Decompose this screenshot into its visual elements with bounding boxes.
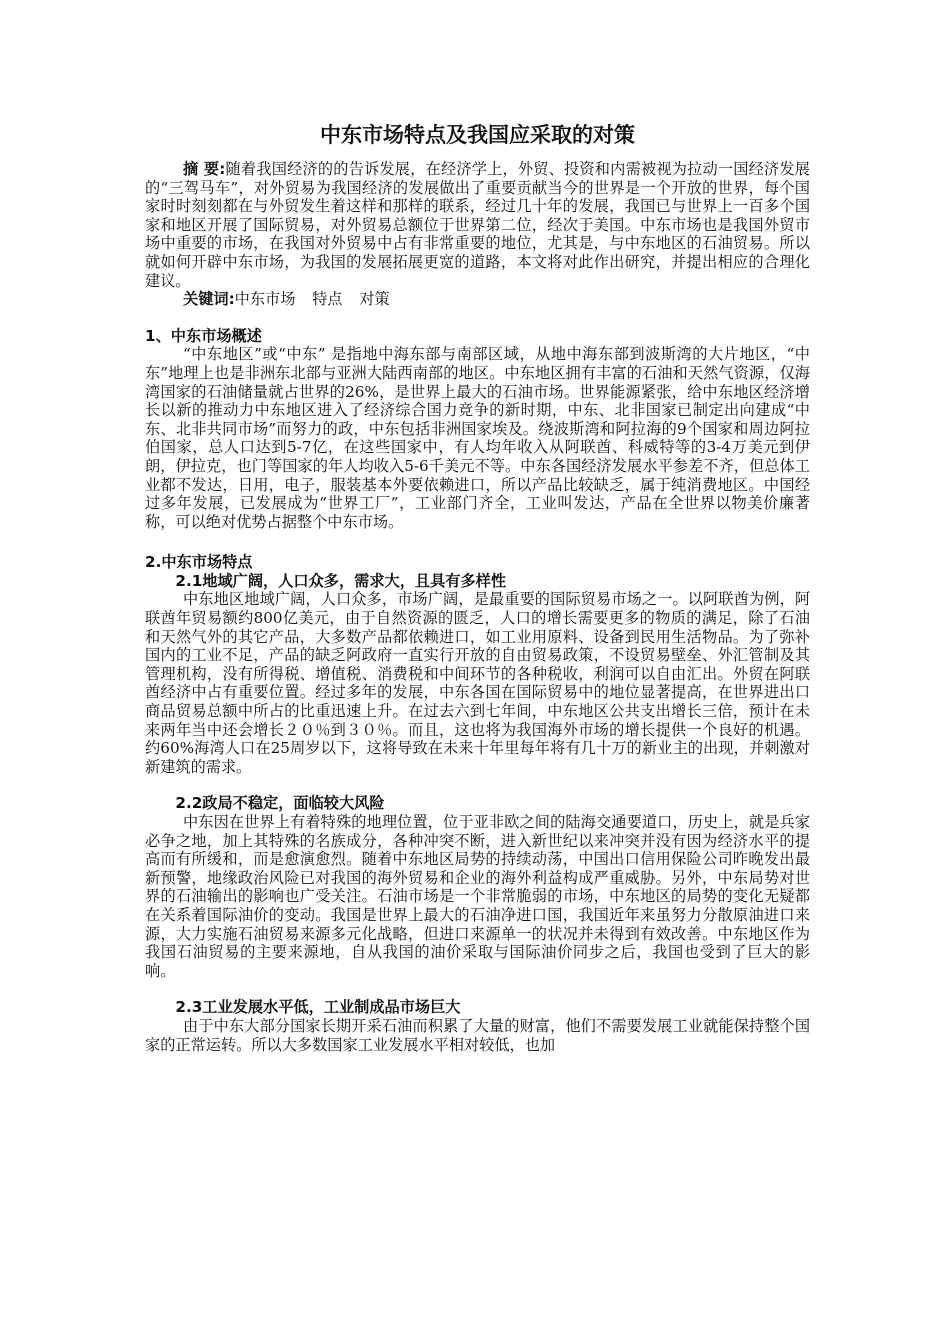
abstract-text: 随着我国经济的的告诉发展，在经济学上，外贸、投资和内需被视为拉动一国经济发展的“三驾马车”，对外贸易为我国经济的发展做出了重要贡献当今的世界是一个开放的世界，每个国家时时刻刻都在与外贸发生着这样和那样的联系，经过几十年的发展，我国已与世界上一百多个国家和地区开展了国际贸易，对外贸易总额位于世界第二位，经次于美国。中东市场也是我国外贸市场中重要的市场，在我国对外贸易中占有非常重要的地位，尤其是，与中东地区的石油贸易。所以就如何开辟中东市场，为我国的发展拓展更宽的道路，本文将对此作出研究，并提出相应的合理化建议。	[145, 160, 810, 290]
abstract-paragraph	[145, 160, 810, 290]
document-title: 中东市场特点及我国应采取的对策	[320, 123, 635, 147]
subsection-paragraph: 中东因在世界上有着特殊的地理位置，位于亚非欧之间的陆海交通要道口，历史上，就是兵家必争之地，加上其特殊的名族成分，各种冲突不断，进入新世纪以来冲突并没有因为经济水平的提高而有所缓和，而是愈演愈烈。随着中东地区局势的持续动荡，中国出口信用保险公司昨晚发出最新预警，地缘政治风险已对我国的海外贸易和企业的海外利益构成严重威胁。另外，中东局势对世界的石油输出的影响也广受关注。石油市场是一个非常脆弱的市场，中东地区的局势的变化无疑都在关系着国际油价的变动。我国是世界上最大的石油净进口国，我国近年来虽努力分散原油进口来源，大力实施石油贸易来源多元化战略，但进口来源单一的状况并未得到有效改善。中东地区作为我国石油贸易的主要来源地，自从我国的油价采取与国际油价同步之后，我国也受到了巨大的影响。	[145, 813, 810, 980]
section-paragraph: “中东地区”或“中东” 是指地中海东部与南部区域，从地中海东部到波斯湾的大片地区，“中东”地理上也是非洲东北部与亚洲大陆西南部的地区。中东地区拥有丰富的石油和天然气资源，仅海湾国家的石油储量就占世界的26%，是世界上最大的石油市场。世界能源紧张，给中东地区经济增长以新的推动力中东地区进入了经济综合国力竞争的新时期，中东、北非国家已制定出向建成“中东、北非共同市场”而努力的政，中东包括非洲国家埃及。绕波斯湾和阿拉海的9个国家和周边阿拉伯国家，总人口达到5-7亿，在这些国家中，有人均年收入从阿联酋、科威特等的3-4万美元到伊朗，伊拉克，也门等国家的年人均收入5-6千美元不等。中东各国经济发展水平参差不齐，但总体工业都不发达，日用，电子，服装基本外要依赖进口，所以产品比较缺乏，属于纯消费地区。中国经过多年发展，已发展成为“世界工厂”，工业部门齐全，工业叫发达，产品在全世界以物美价廉著称，可以绝对优势占据整个中东市场。	[145, 345, 810, 531]
keywords-line	[145, 290, 810, 309]
abstract-label: 摘 要:	[183, 160, 226, 178]
section-heading: 2.中东市场特点	[145, 553, 253, 572]
keyword-item: 对策	[359, 290, 390, 309]
keyword-item: 特点	[312, 290, 343, 309]
subsection-paragraph: 由于中东大部分国家长期开采石油而积累了大量的财富，他们不需要发展工业就能保持整个国家的正常运转。所以大多数国家工业发展水平相对较低，也加	[145, 1016, 810, 1054]
section-heading: 1、中东市场概述	[145, 326, 262, 345]
keywords-label: 关键词:	[183, 290, 235, 309]
document-body	[145, 120, 810, 1054]
subsection-heading: 2.2政局不稳定，面临较大风险	[175, 794, 385, 813]
subsection-paragraph: 中东地区地域广阔，人口众多，市场广阔，是最重要的国际贸易市场之一。以阿联酋为例，阿联酋年贸易额约800亿美元，由于自然资源的匮乏，人口的增长需要更多的物质的满足，除了石油和天然气外的其它产品，大多数产品都依赖进口，如工业用原料、设备到民用生活物品。为了弥补国内的工业不足，产品的缺乏阿政府一直实行开放的自由贸易政策，不设贸易壁垒、外汇管制及其管理机构，没有所得税、增值税、消费税和中间环节的各种税收，利润可以自由汇出。外贸在阿联酋经济中占有重要位置。经过多年的发展，中东各国在国际贸易中的地位显著提高，在世界进出口商品贸易总额中所占的比重迅速上升。在过去六到七年间，中东地区公共支出增长三倍，预计在未来两年当中还会增长２０％到３０％。而且，这也将为我国海外市场的增长提供一个良好的机遇。约60%海湾人口在25周岁以下，这将导致在未来十年里每年将有几十万的新业主的出现，并刺激对新建筑的需求。	[145, 590, 810, 776]
subsection-heading: 2.1地域广阔，人口众多，需求大，且具有多样性	[175, 571, 507, 590]
keyword-item: 中东市场	[234, 290, 296, 309]
subsection-heading: 2.3工业发展水平低，工业制成品市场巨大	[175, 998, 461, 1017]
